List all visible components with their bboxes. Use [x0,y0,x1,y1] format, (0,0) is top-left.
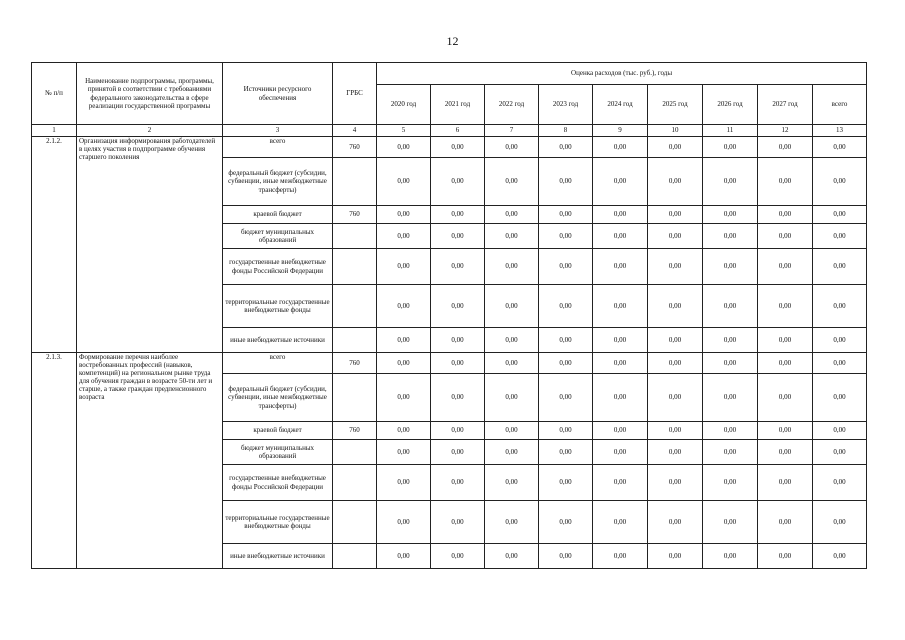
funding-source: государственные внебюджетные фонды Российской Федерации [223,465,333,501]
year-value: 0,00 [377,440,431,465]
year-value: 0,00 [593,353,648,374]
funding-source: федеральный бюджет (субсидии, субвенции, иные межбюджетные трансферты) [223,158,333,206]
table-row [32,137,867,158]
funding-source: краевой бюджет [223,206,333,224]
year-value: 0,00 [758,353,813,374]
year-value: 0,00 [539,374,593,422]
year-value: 0,00 [377,374,431,422]
section-number: 2.1.3. [32,353,77,569]
table-row [32,353,867,374]
year-value: 0,00 [593,249,648,285]
year-value: 0,00 [539,465,593,501]
grbs-code: 760 [333,206,377,224]
year-value: 0,00 [377,328,431,353]
year-value: 0,00 [758,224,813,249]
year-value: 0,00 [485,353,539,374]
year-value: 0,00 [377,224,431,249]
year-value: 0,00 [758,465,813,501]
year-value: 0,00 [703,328,758,353]
col-number: 12 [758,125,813,137]
funding-source: краевой бюджет [223,422,333,440]
header-year: 2022 год [485,85,539,125]
year-value: 0,00 [431,137,485,158]
total-value: 0,00 [813,440,867,465]
col-number: 10 [648,125,703,137]
year-value: 0,00 [703,285,758,328]
total-value: 0,00 [813,374,867,422]
year-value: 0,00 [431,374,485,422]
total-value: 0,00 [813,328,867,353]
year-value: 0,00 [485,501,539,544]
year-value: 0,00 [593,501,648,544]
year-value: 0,00 [377,137,431,158]
year-value: 0,00 [377,158,431,206]
year-value: 0,00 [593,544,648,569]
year-value: 0,00 [539,353,593,374]
year-value: 0,00 [431,465,485,501]
year-value: 0,00 [703,249,758,285]
funding-source: всего [223,137,333,158]
total-value: 0,00 [813,285,867,328]
header-grbs: ГРБС [333,63,377,125]
col-number: 2 [77,125,223,137]
year-value: 0,00 [648,285,703,328]
numbering-row [32,125,867,137]
year-value: 0,00 [485,544,539,569]
section-number: 2.1.2. [32,137,77,353]
total-value: 0,00 [813,249,867,285]
total-value: 0,00 [813,501,867,544]
year-value: 0,00 [539,440,593,465]
year-value: 0,00 [593,158,648,206]
grbs-code [333,544,377,569]
year-value: 0,00 [431,206,485,224]
year-value: 0,00 [539,328,593,353]
year-value: 0,00 [593,206,648,224]
year-value: 0,00 [703,374,758,422]
funding-source: бюджет муниципальных образований [223,440,333,465]
year-value: 0,00 [703,422,758,440]
year-value: 0,00 [377,422,431,440]
year-value: 0,00 [539,206,593,224]
funding-source: иные внебюджетные источники [223,328,333,353]
year-value: 0,00 [431,440,485,465]
year-value: 0,00 [539,224,593,249]
grbs-code: 760 [333,422,377,440]
year-value: 0,00 [648,249,703,285]
grbs-code [333,224,377,249]
year-value: 0,00 [758,440,813,465]
year-value: 0,00 [648,158,703,206]
funding-source: государственные внебюджетные фонды Российской Федерации [223,249,333,285]
grbs-code [333,328,377,353]
year-value: 0,00 [485,465,539,501]
year-value: 0,00 [593,374,648,422]
table-body [32,137,867,569]
year-value: 0,00 [703,465,758,501]
table-header [32,63,867,137]
year-value: 0,00 [377,501,431,544]
year-value: 0,00 [377,465,431,501]
grbs-code [333,501,377,544]
header-name: Наименование подпрограммы, программы, принятой в соответствии с требованиями федерального законодательства в сфере реализации государственной программы [77,63,223,125]
year-value: 0,00 [758,249,813,285]
total-value: 0,00 [813,544,867,569]
year-value: 0,00 [539,544,593,569]
grbs-code [333,249,377,285]
year-value: 0,00 [431,501,485,544]
year-value: 0,00 [593,465,648,501]
year-value: 0,00 [377,544,431,569]
total-value: 0,00 [813,353,867,374]
year-value: 0,00 [593,440,648,465]
col-number: 9 [593,125,648,137]
col-number: 8 [539,125,593,137]
grbs-code: 760 [333,353,377,374]
year-value: 0,00 [485,249,539,285]
col-number: 1 [32,125,77,137]
header-expenses: Оценка расходов (тыс. руб.), годы [377,63,867,85]
total-value: 0,00 [813,137,867,158]
year-value: 0,00 [485,206,539,224]
year-value: 0,00 [377,285,431,328]
year-value: 0,00 [593,285,648,328]
year-value: 0,00 [431,285,485,328]
year-value: 0,00 [648,137,703,158]
year-value: 0,00 [485,374,539,422]
year-value: 0,00 [648,206,703,224]
funding-source: федеральный бюджет (субсидии, субвенции, иные межбюджетные трансферты) [223,374,333,422]
year-value: 0,00 [539,501,593,544]
year-value: 0,00 [485,422,539,440]
year-value: 0,00 [377,249,431,285]
budget-table [31,62,867,569]
year-value: 0,00 [593,137,648,158]
total-value: 0,00 [813,422,867,440]
year-value: 0,00 [431,158,485,206]
year-value: 0,00 [758,137,813,158]
year-value: 0,00 [648,422,703,440]
year-value: 0,00 [539,422,593,440]
page-number: 12 [446,34,459,48]
year-value: 0,00 [758,544,813,569]
grbs-code [333,465,377,501]
col-number: 5 [377,125,431,137]
year-value: 0,00 [485,158,539,206]
header-year: 2021 год [431,85,485,125]
header-total: всего [813,85,867,125]
year-value: 0,00 [431,328,485,353]
year-value: 0,00 [758,158,813,206]
year-value: 0,00 [539,137,593,158]
header-source: Источники ресурсного обеспечения [223,63,333,125]
year-value: 0,00 [648,465,703,501]
year-value: 0,00 [703,501,758,544]
year-value: 0,00 [485,285,539,328]
col-number: 13 [813,125,867,137]
total-value: 0,00 [813,158,867,206]
year-value: 0,00 [431,422,485,440]
col-number: 6 [431,125,485,137]
year-value: 0,00 [703,544,758,569]
header-year: 2027 год [758,85,813,125]
year-value: 0,00 [431,249,485,285]
year-value: 0,00 [703,206,758,224]
year-value: 0,00 [648,440,703,465]
year-value: 0,00 [593,328,648,353]
funding-source: территориальные государственные внебюджетные фонды [223,285,333,328]
year-value: 0,00 [539,285,593,328]
year-value: 0,00 [377,353,431,374]
section-name: Организация информирования работодателей в целях участия в подпрограмме обучения старшего поколения [77,137,223,353]
year-value: 0,00 [758,328,813,353]
year-value: 0,00 [431,224,485,249]
total-value: 0,00 [813,465,867,501]
total-value: 0,00 [813,224,867,249]
year-value: 0,00 [648,328,703,353]
grbs-code [333,158,377,206]
col-number: 4 [333,125,377,137]
grbs-code: 760 [333,137,377,158]
year-value: 0,00 [539,158,593,206]
funding-source: всего [223,353,333,374]
year-value: 0,00 [703,440,758,465]
year-value: 0,00 [648,501,703,544]
col-number: 7 [485,125,539,137]
header-year: 2023 год [539,85,593,125]
funding-source: территориальные государственные внебюджетные фонды [223,501,333,544]
year-value: 0,00 [758,501,813,544]
year-value: 0,00 [648,374,703,422]
funding-source: бюджет муниципальных образований [223,224,333,249]
year-value: 0,00 [703,353,758,374]
year-value: 0,00 [648,544,703,569]
year-value: 0,00 [377,206,431,224]
year-value: 0,00 [703,224,758,249]
grbs-code [333,374,377,422]
grbs-code [333,285,377,328]
year-value: 0,00 [485,137,539,158]
grbs-code [333,440,377,465]
year-value: 0,00 [648,353,703,374]
header-year: 2026 год [703,85,758,125]
year-value: 0,00 [703,158,758,206]
year-value: 0,00 [593,224,648,249]
section-name: Формирование перечня наиболее востребованных профессий (навыков, компетенций) на региональном рынке труда для обучения граждан в возрасте 50-ти лет и старше, а также граждан предпенсионного возраста [77,353,223,569]
header-year: 2020 год [377,85,431,125]
year-value: 0,00 [703,137,758,158]
year-value: 0,00 [485,440,539,465]
year-value: 0,00 [539,249,593,285]
year-value: 0,00 [431,544,485,569]
year-value: 0,00 [431,353,485,374]
header-year: 2025 год [648,85,703,125]
funding-source: иные внебюджетные источники [223,544,333,569]
year-value: 0,00 [593,422,648,440]
header-year: 2024 год [593,85,648,125]
year-value: 0,00 [758,285,813,328]
year-value: 0,00 [758,374,813,422]
year-value: 0,00 [758,422,813,440]
year-value: 0,00 [758,206,813,224]
year-value: 0,00 [485,328,539,353]
year-value: 0,00 [485,224,539,249]
col-number: 3 [223,125,333,137]
col-number: 11 [703,125,758,137]
year-value: 0,00 [648,224,703,249]
total-value: 0,00 [813,206,867,224]
header-num: № п/п [32,63,77,125]
